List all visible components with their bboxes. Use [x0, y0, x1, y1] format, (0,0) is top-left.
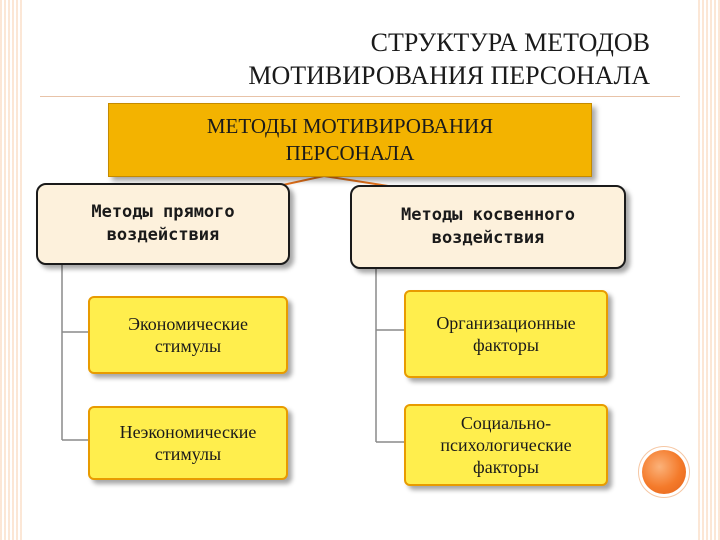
socio-psychological-factors-node — [404, 404, 608, 486]
root-node-line2: ПЕРСОНАЛА — [285, 141, 415, 165]
economic-stimuli-line2: стимулы — [154, 336, 222, 356]
economic-stimuli-line1: Экономические — [128, 314, 248, 334]
socio-psychological-factors-line2: психологические — [440, 435, 572, 455]
indirect-methods-line2: воздействия — [431, 228, 545, 248]
organizational-factors-node — [404, 290, 608, 378]
non-economic-stimuli-node — [88, 406, 288, 480]
indirect-methods-node — [350, 185, 626, 269]
socio-psychological-factors-line3: факторы — [473, 457, 539, 477]
indirect-methods-line1: Методы косвенного — [401, 205, 575, 225]
root-node-line1: МЕТОДЫ МОТИВИРОВАНИЯ — [206, 114, 494, 138]
direct-methods-line2: воздействия — [106, 225, 220, 245]
organizational-factors-line2: факторы — [473, 335, 539, 355]
direct-methods-line1: Методы прямого — [91, 202, 235, 222]
economic-stimuli-node — [88, 296, 288, 374]
organizational-factors-line1: Организационные — [436, 313, 576, 333]
non-economic-stimuli-line1: Неэкономические — [119, 422, 257, 442]
root-node — [108, 103, 592, 177]
slide-title-line1: СТРУКТУРА МЕТОДОВ — [370, 28, 650, 57]
non-economic-stimuli-line2: стимулы — [154, 444, 222, 464]
direct-methods-node — [36, 183, 290, 265]
orange-circle-icon — [642, 450, 686, 494]
slide-title-line2: МОТИВИРОВАНИЯ ПЕРСОНАЛА — [248, 61, 650, 90]
socio-psychological-factors-line1: Социально- — [460, 413, 552, 433]
